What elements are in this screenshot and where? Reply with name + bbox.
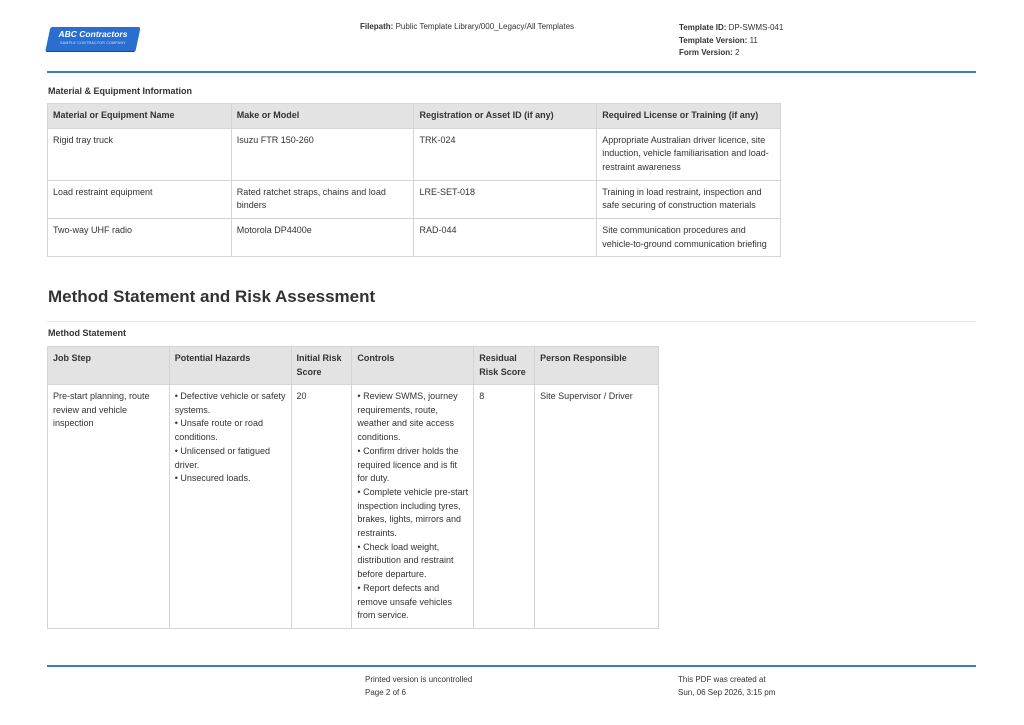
method-table bbox=[47, 346, 659, 629]
footer-divider bbox=[47, 665, 976, 667]
table-cell: Rated ratchet straps, chains and load binders bbox=[231, 180, 414, 218]
materials-header-row bbox=[48, 104, 781, 129]
filepath bbox=[360, 22, 574, 31]
person-responsible-cell: Site Supervisor / Driver bbox=[535, 385, 659, 629]
method-header-row bbox=[48, 347, 659, 385]
form-version-label: Form Version: bbox=[679, 48, 733, 57]
table-cell: Isuzu FTR 150-260 bbox=[231, 128, 414, 180]
footer-left bbox=[365, 674, 472, 699]
hazard-item: • Unsafe route or road conditions. bbox=[174, 418, 263, 443]
uncontrolled-notice: Printed version is uncontrolled bbox=[365, 675, 473, 684]
company-logo bbox=[48, 27, 138, 51]
table-row bbox=[48, 385, 659, 629]
method-col-controls: Controls bbox=[352, 347, 474, 385]
controls-cell bbox=[352, 385, 474, 629]
method-col-person: Person Responsible bbox=[535, 347, 659, 385]
method-col-residual-risk: Residual Risk Score bbox=[474, 347, 535, 385]
header-divider bbox=[47, 71, 976, 73]
table-cell: RAD-044 bbox=[414, 219, 597, 257]
hazard-item: • Defective vehicle or safety systems. bbox=[174, 391, 286, 415]
control-item: • Complete vehicle pre-start inspection including tyres, brakes, lights, mirrors and restraints. bbox=[357, 486, 469, 539]
logo-name: ABC Contractors bbox=[58, 29, 128, 39]
method-col-job-step: Job Step bbox=[48, 347, 170, 385]
template-version bbox=[679, 35, 783, 48]
template-id-value: DP-SWMS-041 bbox=[728, 23, 784, 32]
method-col-hazards: Potential Hazards bbox=[169, 347, 291, 385]
section-divider bbox=[47, 321, 976, 322]
created-timestamp: Sun, 06 Sep 2026, 3:15 pm bbox=[678, 687, 776, 697]
template-id-label: Template ID: bbox=[679, 23, 727, 32]
table-row bbox=[48, 128, 781, 180]
materials-col-name: Material or Equipment Name bbox=[48, 104, 232, 129]
table-cell: TRK-024 bbox=[414, 128, 597, 180]
method-col-initial-risk: Initial Risk Score bbox=[291, 347, 352, 385]
template-meta bbox=[679, 22, 783, 60]
method-risk-heading: Method Statement and Risk Assessment bbox=[48, 287, 376, 306]
template-version-label: Template Version: bbox=[679, 35, 748, 45]
table-cell: Site communication procedures and vehicle-to-ground communication briefing bbox=[597, 219, 781, 257]
table-row bbox=[48, 180, 781, 218]
initial-risk-cell: 20 bbox=[291, 385, 352, 629]
control-item: • Check load weight, distribution and restraint before departure. bbox=[357, 541, 454, 580]
form-version-value: 2 bbox=[735, 48, 740, 57]
materials-section-title: Material & Equipment Information bbox=[48, 86, 193, 96]
form-version bbox=[679, 47, 783, 60]
hazards-cell bbox=[169, 385, 291, 629]
template-id bbox=[679, 22, 783, 35]
table-cell: Motorola DP4400e bbox=[231, 219, 414, 257]
footer-right bbox=[678, 674, 775, 699]
job-step-cell: Pre-start planning, route review and vehicle inspection bbox=[48, 385, 170, 629]
control-item: • Report defects and remove unsafe vehicles from service. bbox=[357, 582, 452, 621]
table-cell: LRE-SET-018 bbox=[414, 180, 597, 218]
table-row bbox=[48, 219, 781, 257]
table-cell: Load restraint equipment bbox=[48, 180, 232, 218]
template-version-value: 11 bbox=[749, 35, 758, 45]
filepath-value: Public Template Library/000_Legacy/All Templates bbox=[395, 22, 575, 31]
residual-risk-cell: 8 bbox=[474, 385, 535, 629]
table-cell: Two-way UHF radio bbox=[48, 219, 232, 257]
filepath-label: Filepath: bbox=[360, 22, 394, 31]
control-item: • Confirm driver holds the required licence and is fit for duty. bbox=[357, 445, 459, 484]
method-statement-title: Method Statement bbox=[48, 328, 127, 338]
logo-tagline: SAMPLE CONTRACTOR COMPANY bbox=[60, 41, 126, 45]
hazard-item: • Unsecured loads. bbox=[174, 473, 251, 484]
table-cell: Appropriate Australian driver licence, site induction, vehicle familiarisation and load-restraint awareness bbox=[597, 128, 781, 180]
materials-col-license: Required License or Training (if any) bbox=[597, 104, 781, 129]
materials-col-model: Make or Model bbox=[231, 104, 414, 129]
control-item: • Review SWMS, journey requirements, route, weather and site access conditions. bbox=[357, 391, 458, 443]
materials-table bbox=[47, 103, 781, 257]
page-header bbox=[0, 0, 1024, 72]
table-cell: Rigid tray truck bbox=[48, 128, 232, 180]
table-cell: Training in load restraint, inspection and safe securing of construction materials bbox=[597, 180, 781, 218]
created-label: This PDF was created at bbox=[678, 675, 766, 684]
materials-col-asset: Registration or Asset ID (if any) bbox=[414, 104, 597, 129]
hazard-item: • Unlicensed or fatigued driver. bbox=[174, 445, 270, 470]
page-number: Page 2 of 6 bbox=[365, 687, 406, 697]
